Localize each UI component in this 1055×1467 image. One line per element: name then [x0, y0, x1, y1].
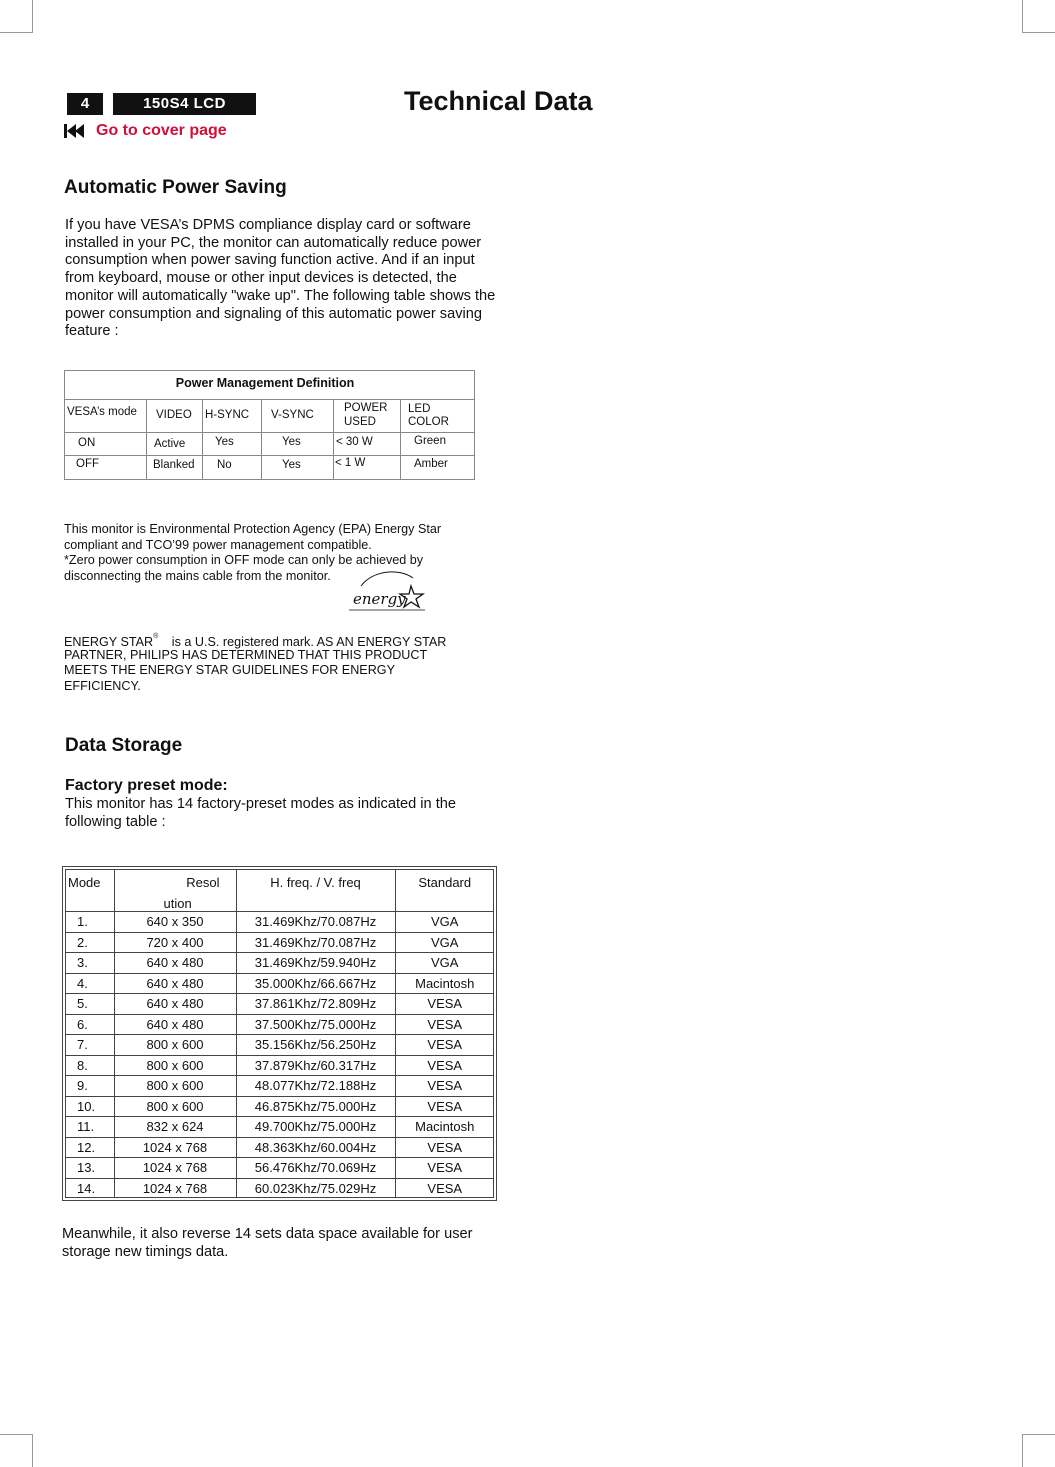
- cell-standard: VESA: [395, 1055, 494, 1076]
- col-header-power: POWER: [344, 402, 388, 414]
- cell-mode: 5.: [65, 994, 114, 1015]
- row-off-vsync: Yes: [282, 459, 301, 471]
- cell-resolution: 800 x 600: [114, 1055, 236, 1076]
- cell-mode: 6.: [65, 1014, 114, 1035]
- table-row: [65, 1014, 494, 1035]
- cell-standard: VESA: [395, 1158, 494, 1179]
- energy-star-line-1-rest: is a U.S. registered mark. AS AN ENERGY STAR: [171, 635, 447, 650]
- table-row: [65, 1178, 494, 1198]
- col-header-vsync: V-SYNC: [271, 409, 314, 421]
- factory-preset-subheading: Factory preset mode:: [65, 777, 228, 794]
- cell-standard: VGA: [395, 912, 494, 933]
- cell-mode: 3.: [65, 953, 114, 974]
- col-header-resolution: [114, 869, 236, 912]
- epa-line-4: disconnecting the mains cable from the monitor.: [64, 569, 331, 583]
- preset-mode-table: [65, 869, 494, 1198]
- row-off-hsync: No: [217, 459, 232, 471]
- epa-line-2: compliant and TCO’99 power management compatible.: [64, 538, 372, 552]
- col-header-power-2: USED: [344, 416, 376, 428]
- cell-frequency: 37.879Khz/60.317Hz: [236, 1055, 395, 1076]
- cell-mode: 13.: [65, 1158, 114, 1179]
- power-table-title: Power Management Definition: [175, 376, 355, 390]
- crop-mark: [1022, 1434, 1055, 1435]
- row-on-video: Active: [154, 438, 186, 450]
- crop-mark: [32, 1434, 33, 1467]
- page-number: 4: [67, 93, 103, 115]
- go-to-cover-link[interactable]: [64, 120, 227, 142]
- cell-standard: VESA: [395, 1137, 494, 1158]
- crop-mark: [32, 0, 33, 33]
- power-saving-intro: If you have VESA’s DPMS compliance display card or software installed in your PC, the monitor can automatically reduce power consumption when power saving function active. And if an input from keyboard, mouse or other input devices is detected, the monitor will automatically "wake up". The following table shows the power consumption and signaling of this automatic power saving feature :: [65, 217, 496, 340]
- energy-logo-text: energy: [353, 590, 406, 608]
- table-row: [65, 994, 494, 1015]
- row-on-vsync: Yes: [282, 436, 301, 448]
- col-header-resolution-2: ution: [163, 896, 192, 911]
- row-off-mode: OFF: [76, 458, 99, 470]
- crop-mark: [0, 1434, 33, 1435]
- cell-resolution: 1024 x 768: [114, 1178, 236, 1198]
- col-header-frequency: H. freq. / V. freq: [236, 869, 395, 912]
- cell-frequency: 56.476Khz/70.069Hz: [236, 1158, 395, 1179]
- cell-standard: VESA: [395, 1014, 494, 1035]
- table-row: [65, 1035, 494, 1056]
- cell-resolution: 640 x 480: [114, 953, 236, 974]
- col-header-led: LED: [408, 403, 431, 415]
- model-name: 150S4 LCD: [113, 93, 256, 115]
- cell-resolution: 832 x 624: [114, 1117, 236, 1138]
- cell-mode: 14.: [65, 1178, 114, 1198]
- page-title: Technical Data: [404, 86, 593, 116]
- energy-star-logo: [347, 566, 427, 614]
- row-on-led: Green: [414, 435, 446, 447]
- cell-resolution: 800 x 600: [114, 1035, 236, 1056]
- cell-resolution: 1024 x 768: [114, 1137, 236, 1158]
- col-header-led-2: COLOR: [408, 416, 449, 428]
- cell-mode: 4.: [65, 973, 114, 994]
- col-header-resolution-1: Resol: [186, 875, 220, 890]
- cell-frequency: 31.469Khz/59.940Hz: [236, 953, 395, 974]
- cell-frequency: 49.700Khz/75.000Hz: [236, 1117, 395, 1138]
- table-row: [65, 1117, 494, 1138]
- cell-resolution: 640 x 480: [114, 1014, 236, 1035]
- col-header-mode: VESA’s mode: [67, 406, 137, 418]
- cell-mode: 9.: [65, 1076, 114, 1097]
- col-header-hsync: H-SYNC: [205, 409, 250, 421]
- table-row: [65, 1076, 494, 1097]
- col-header-video: VIDEO: [156, 409, 192, 421]
- cell-frequency: 35.000Khz/66.667Hz: [236, 973, 395, 994]
- col-header-standard: Standard: [395, 869, 494, 912]
- energy-star-line-2: PARTNER, PHILIPS HAS DETERMINED THAT THIS PRODUCT: [64, 648, 428, 662]
- col-header-mode: Mode: [65, 869, 114, 912]
- cell-resolution: 640 x 480: [114, 973, 236, 994]
- cell-resolution: 720 x 400: [114, 932, 236, 953]
- cell-frequency: 48.363Khz/60.004Hz: [236, 1137, 395, 1158]
- cell-standard: VESA: [395, 1096, 494, 1117]
- table-row: [65, 973, 494, 994]
- cell-standard: Macintosh: [395, 973, 494, 994]
- cell-resolution: 640 x 480: [114, 994, 236, 1015]
- power-management-table: [64, 370, 475, 480]
- preset-intro: This monitor has 14 factory-preset modes as indicated in the following table :: [65, 796, 456, 830]
- go-to-cover-label[interactable]: Go to cover page: [96, 122, 227, 139]
- table-row: [65, 1137, 494, 1158]
- cell-mode: 2.: [65, 932, 114, 953]
- cell-frequency: 37.861Khz/72.809Hz: [236, 994, 395, 1015]
- cell-frequency: 31.469Khz/70.087Hz: [236, 912, 395, 933]
- cell-mode: 12.: [65, 1137, 114, 1158]
- cell-resolution: 640 x 350: [114, 912, 236, 933]
- crop-mark: [1022, 0, 1023, 33]
- cell-resolution: 800 x 600: [114, 1096, 236, 1117]
- registered-mark: ®: [153, 633, 159, 640]
- cell-mode: 8.: [65, 1055, 114, 1076]
- row-off-power: < 1 W: [335, 457, 366, 469]
- cell-standard: VESA: [395, 1178, 494, 1198]
- row-on-mode: ON: [78, 437, 96, 449]
- section-heading-power-saving: Automatic Power Saving: [64, 177, 287, 198]
- table-row: [65, 1158, 494, 1179]
- crop-mark: [0, 32, 33, 33]
- row-on-power: < 30 W: [336, 436, 373, 448]
- crop-mark: [1022, 32, 1055, 33]
- cell-mode: 1.: [65, 912, 114, 933]
- table-row: [65, 1055, 494, 1076]
- cell-standard: VESA: [395, 1076, 494, 1097]
- cell-frequency: 31.469Khz/70.087Hz: [236, 932, 395, 953]
- table-row: [65, 932, 494, 953]
- cell-mode: 7.: [65, 1035, 114, 1056]
- cell-resolution: 1024 x 768: [114, 1158, 236, 1179]
- cell-frequency: 35.156Khz/56.250Hz: [236, 1035, 395, 1056]
- cell-resolution: 800 x 600: [114, 1076, 236, 1097]
- cell-mode: 10.: [65, 1096, 114, 1117]
- cell-frequency: 37.500Khz/75.000Hz: [236, 1014, 395, 1035]
- cell-standard: VGA: [395, 932, 494, 953]
- cell-frequency: 48.077Khz/72.188Hz: [236, 1076, 395, 1097]
- epa-line-3: *Zero power consumption in OFF mode can only be achieved by: [64, 553, 424, 567]
- cell-standard: VESA: [395, 1035, 494, 1056]
- energy-star-lead: ENERGY STAR: [64, 635, 154, 650]
- row-off-led: Amber: [414, 458, 448, 470]
- cell-standard: Macintosh: [395, 1117, 494, 1138]
- cell-standard: VGA: [395, 953, 494, 974]
- energy-star-line-4: EFFICIENCY.: [64, 679, 141, 693]
- table-row: [65, 953, 494, 974]
- section-heading-data-storage: Data Storage: [65, 735, 183, 756]
- energy-star-line-3: MEETS THE ENERGY STAR GUIDELINES FOR ENERGY: [64, 663, 395, 677]
- row-on-hsync: Yes: [215, 436, 234, 448]
- skip-to-start-icon: [64, 124, 86, 138]
- table-row: [65, 1096, 494, 1117]
- crop-mark: [1022, 1434, 1023, 1467]
- storage-footer-note: Meanwhile, it also reverse 14 sets data space available for user storage new timings data.: [62, 1226, 473, 1260]
- cell-frequency: 60.023Khz/75.029Hz: [236, 1178, 395, 1198]
- table-row: [65, 912, 494, 933]
- cell-mode: 11.: [65, 1117, 114, 1138]
- cell-standard: VESA: [395, 994, 494, 1015]
- epa-line-1: This monitor is Environmental Protection Agency (EPA) Energy Star: [64, 522, 442, 536]
- cell-frequency: 46.875Khz/75.000Hz: [236, 1096, 395, 1117]
- row-off-video: Blanked: [153, 459, 195, 471]
